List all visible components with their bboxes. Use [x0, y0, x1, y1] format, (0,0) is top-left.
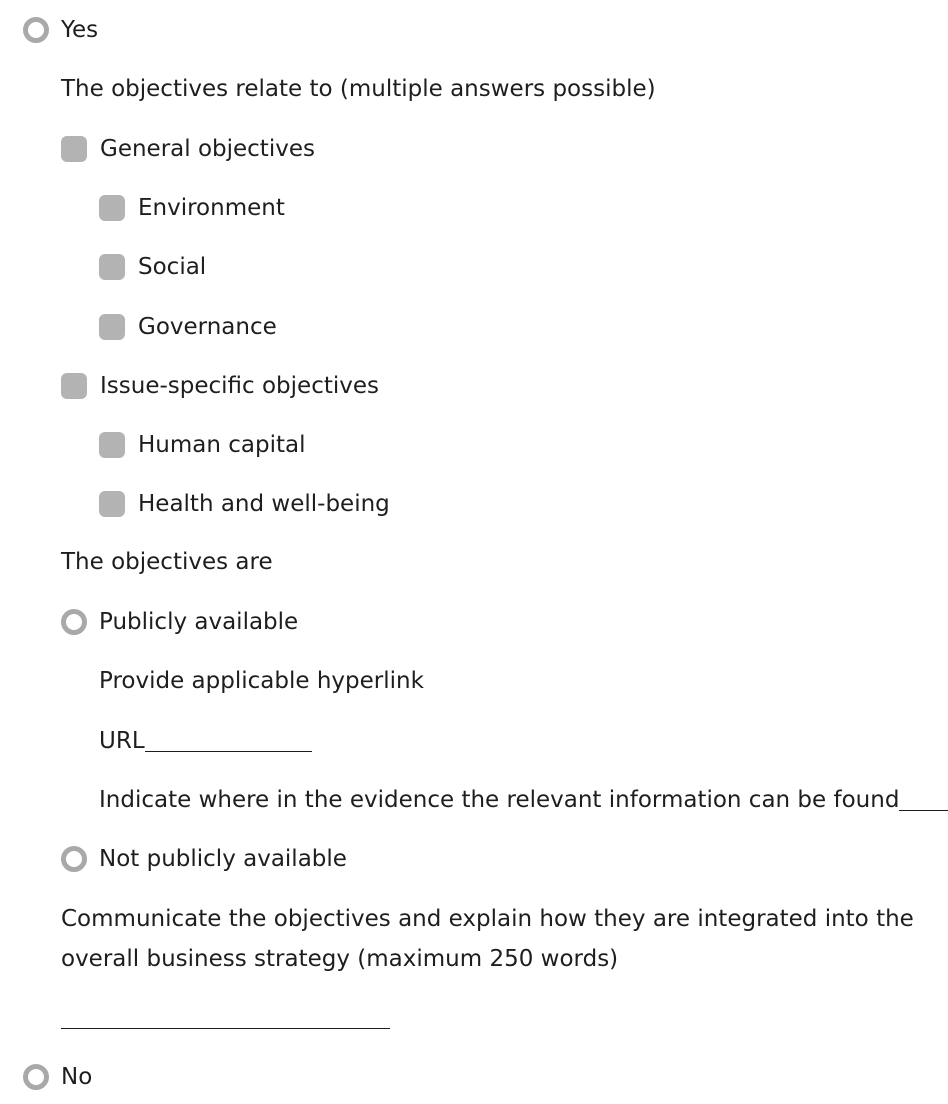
checkbox-issue-specific-objectives[interactable]: [61, 370, 379, 401]
general-objectives-label: General objectives: [100, 135, 315, 162]
evidence-field-row: [99, 784, 948, 815]
hyperlink-prompt: Provide applicable hyperlink: [99, 668, 424, 694]
option-no-label: No: [61, 1063, 93, 1090]
option-no[interactable]: [23, 1061, 92, 1092]
objectives-are-prompt: The objectives are: [61, 549, 273, 575]
general-objectives-checkbox[interactable]: [61, 136, 87, 162]
option-publicly-available[interactable]: [61, 606, 298, 637]
environment-label: Environment: [138, 194, 285, 221]
issue-specific-checkbox[interactable]: [61, 373, 87, 399]
yes-radio[interactable]: [23, 17, 49, 43]
social-checkbox[interactable]: [99, 254, 125, 280]
option-not-publicly-available[interactable]: [61, 843, 347, 874]
not-publicly-available-label: Not publicly available: [99, 845, 347, 872]
objectives-relate-prompt: The objectives relate to (multiple answers possible): [61, 76, 656, 102]
checkbox-health-well-being[interactable]: [99, 488, 390, 519]
url-field-row: [99, 725, 312, 756]
option-yes[interactable]: [23, 14, 98, 45]
checkbox-human-capital[interactable]: [99, 429, 306, 460]
communicate-answer-input[interactable]: [61, 1028, 390, 1029]
checkbox-governance[interactable]: [99, 311, 277, 342]
governance-label: Governance: [138, 313, 277, 340]
url-input[interactable]: [145, 729, 312, 752]
checkbox-environment[interactable]: [99, 192, 285, 223]
publicly-available-radio[interactable]: [61, 609, 87, 635]
no-radio[interactable]: [23, 1064, 49, 1090]
evidence-input[interactable]: [899, 788, 948, 811]
human-capital-checkbox[interactable]: [99, 432, 125, 458]
environment-checkbox[interactable]: [99, 195, 125, 221]
governance-checkbox[interactable]: [99, 314, 125, 340]
publicly-available-label: Publicly available: [99, 608, 299, 635]
checkbox-general-objectives[interactable]: [61, 133, 315, 164]
evidence-prompt: Indicate where in the evidence the relevant information can be found: [99, 786, 900, 813]
url-label: URL: [99, 727, 145, 754]
option-yes-label: Yes: [61, 16, 99, 43]
checkbox-social[interactable]: [99, 251, 206, 282]
not-publicly-available-radio[interactable]: [61, 846, 87, 872]
health-checkbox[interactable]: [99, 491, 125, 517]
health-label: Health and well-being: [138, 490, 390, 517]
social-label: Social: [138, 253, 207, 280]
issue-specific-label: Issue-specific objectives: [100, 372, 379, 399]
communicate-prompt: Communicate the objectives and explain how they are integrated into the overall business strategy (maximum 250 words): [61, 906, 914, 972]
human-capital-label: Human capital: [138, 431, 306, 458]
